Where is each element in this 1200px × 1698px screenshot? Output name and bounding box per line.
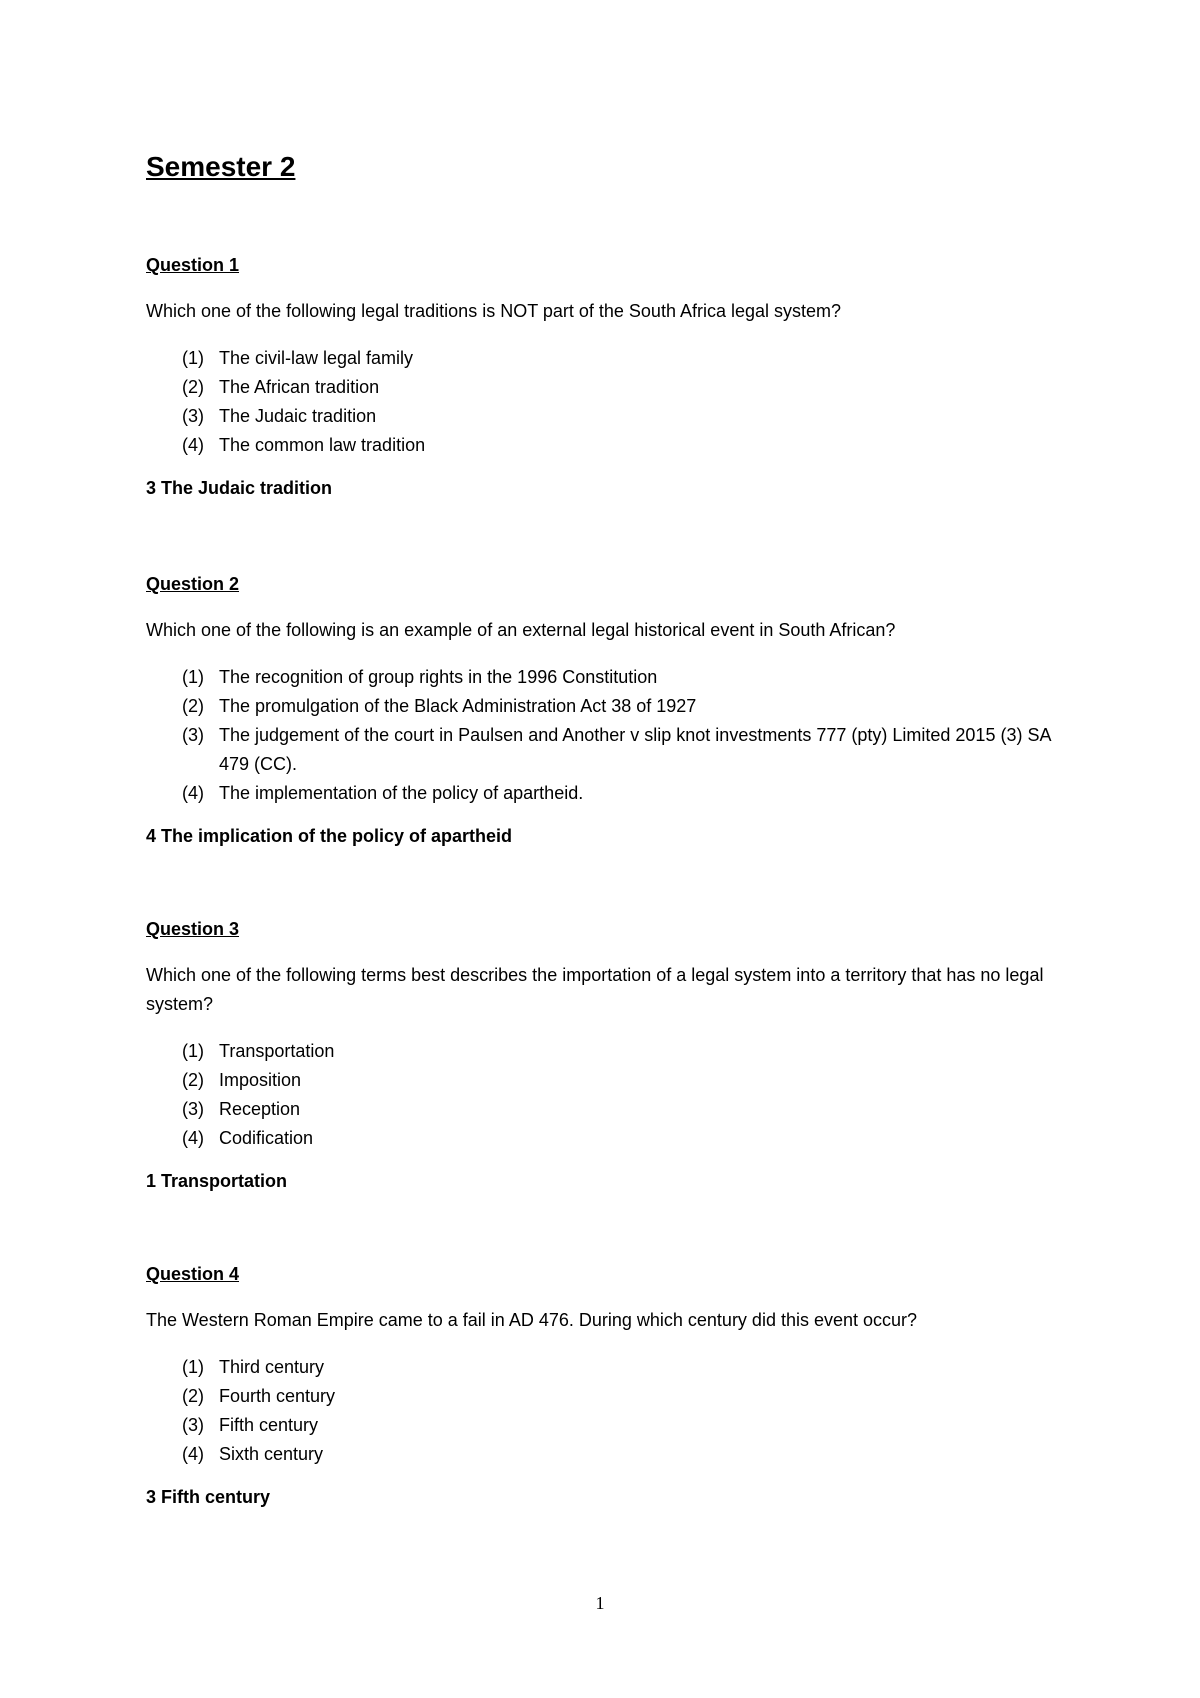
option-item (146, 663, 1066, 692)
question-text: Which one of the following terms best describes the importation of a legal system into a territory that has no legal system? (146, 965, 1044, 1014)
option-text: Transportation (219, 1041, 335, 1061)
option-item (146, 1382, 1066, 1411)
question-4 (146, 1262, 1066, 1509)
answer-text: 3 Fifth century (146, 1487, 271, 1507)
option-item (146, 1124, 1066, 1153)
answer-text: 4 The implication of the policy of apartheid (146, 826, 513, 846)
page-title: Semester 2 (146, 151, 296, 182)
option-text: Fourth century (219, 1386, 336, 1406)
option-number: (3) (182, 1415, 204, 1435)
option-number: (3) (182, 406, 204, 426)
option-number: (1) (182, 1041, 204, 1061)
option-number: (4) (182, 783, 204, 803)
option-number: (1) (182, 348, 204, 368)
option-item (146, 721, 1066, 779)
option-number: (1) (182, 1357, 204, 1377)
option-list (146, 1037, 1066, 1153)
option-list (146, 344, 1066, 460)
question-text: The Western Roman Empire came to a fail in AD 476. During which century did this event occur? (146, 1310, 918, 1330)
option-item (146, 1095, 1066, 1124)
option-item (146, 1066, 1066, 1095)
question-heading: Question 3 (146, 919, 240, 939)
option-item (146, 1411, 1066, 1440)
option-list (146, 663, 1066, 808)
option-text: Third century (219, 1357, 325, 1377)
option-text: The common law tradition (219, 435, 426, 455)
option-text: Fifth century (219, 1415, 319, 1435)
question-1 (146, 253, 1066, 500)
answer-text: 1 Transportation (146, 1171, 288, 1191)
option-number: (2) (182, 1386, 204, 1406)
question-3 (146, 917, 1066, 1193)
option-number: (4) (182, 1128, 204, 1148)
option-number: (3) (182, 725, 204, 745)
question-text: Which one of the following is an example of an external legal historical event in South African? (146, 620, 896, 640)
option-text: The implementation of the policy of apartheid. (219, 783, 584, 803)
option-item (146, 1353, 1066, 1382)
option-text: The promulgation of the Black Administration Act 38 of 1927 (219, 696, 697, 716)
question-text: Which one of the following legal traditions is NOT part of the South Africa legal system? (146, 301, 842, 321)
option-number: (1) (182, 667, 204, 687)
option-text: The judgement of the court in Paulsen and Another v slip knot investments 777 (pty) Limited 2015 (3) SA 479 (CC). (219, 725, 1051, 774)
option-text: Codification (219, 1128, 314, 1148)
option-item (146, 373, 1066, 402)
question-heading: Question 1 (146, 255, 240, 275)
page-number: 1 (595, 1593, 605, 1613)
option-text: The Judaic tradition (219, 406, 377, 426)
option-list (146, 1353, 1066, 1469)
question-heading: Question 2 (146, 574, 240, 594)
option-item (146, 692, 1066, 721)
option-number: (3) (182, 1099, 204, 1119)
option-number: (4) (182, 435, 204, 455)
option-item (146, 779, 1066, 808)
option-item (146, 344, 1066, 373)
option-item (146, 1440, 1066, 1469)
option-number: (2) (182, 1070, 204, 1090)
option-text: Imposition (219, 1070, 302, 1090)
option-text: Reception (219, 1099, 301, 1119)
answer-text: 3 The Judaic tradition (146, 478, 333, 498)
option-text: The recognition of group rights in the 1996 Constitution (219, 667, 658, 687)
option-number: (2) (182, 696, 204, 716)
option-item (146, 402, 1066, 431)
option-item (146, 1037, 1066, 1066)
option-text: The African tradition (219, 377, 380, 397)
question-2 (146, 572, 1066, 848)
option-number: (2) (182, 377, 204, 397)
option-item (146, 431, 1066, 460)
question-heading: Question 4 (146, 1264, 240, 1284)
option-number: (4) (182, 1444, 204, 1464)
option-text: Sixth century (219, 1444, 324, 1464)
option-text: The civil-law legal family (219, 348, 414, 368)
